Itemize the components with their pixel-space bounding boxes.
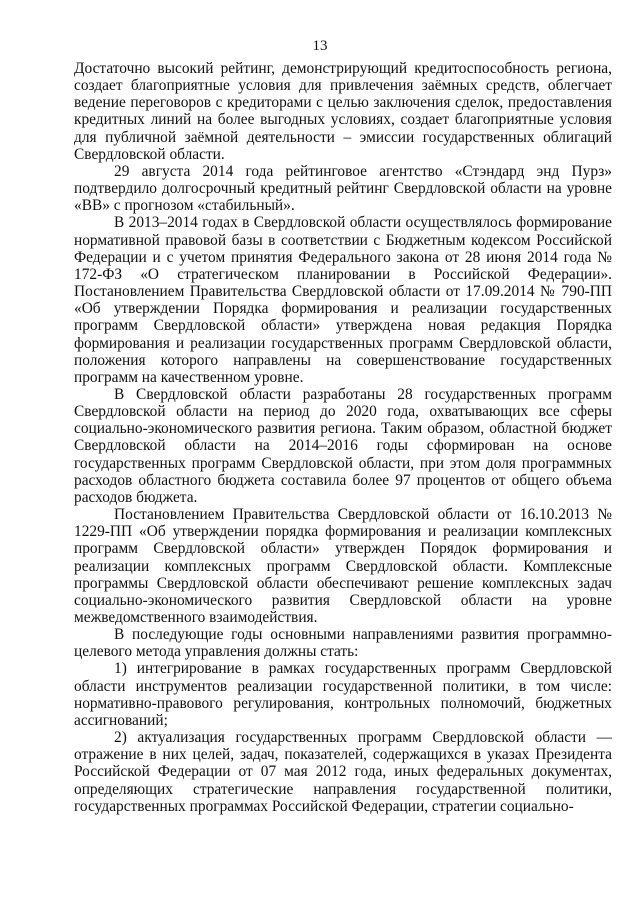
paragraph-state-programs: В Свердловской области разработаны 28 государственных программ Свердловской области на период до 2020 года, охватывающих все сферы социально-экономического развития региона. Таким образом, областной бюджет Свердловской области на 2014–2016 годы сформирован на основе государственных программ Свердловской области, при этом доля программных расходов областного бюджета составила более 97 процентов от общего объема расходов бюджета. <box>74 385 612 506</box>
paragraph-rating-agency: 29 августа 2014 года рейтинговое агентство «Стэндард энд Пурз» подтвердило долгосрочный кредитный рейтинг Свердловской области на уровне «ВВ» с прогнозом «стабильный». <box>74 162 612 215</box>
paragraph-legal-framework: В 2013–2014 годах в Свердловской области осуществлялось формирование нормативной правовой базы в соответствии с Бюджетным кодексом Российской Федерации и с учетом принятия Федерального закона от 28 июня 2014 года № 172-ФЗ «О стратегическом планировании в Российской Федерации». Постановлением Правительства Свердловской области от 17.09.2014 № 790-ПП «Об утверждении Порядка формирования и реализации государственных программ Свердловской области» утверждена новая редакция Порядка формирования и реализации государственных программ Свердловской области, положения которого направлены на совершенствование государственных программ на качественном уровне. <box>74 214 612 386</box>
list-item-actualization: 2) актуализация государственных программ Свердловской области — отражение в них целей, задач, показателей, содержащихся в указах Президента Российской Федерации от 07 мая 2012 года, иных федеральных документах, определяющих стратегические направления государственной политики, государственных программах Российской Федерации, стратегии социально- <box>74 729 612 815</box>
list-item-integration: 1) интегрирование в рамках государственных программ Свердловской области инструментов реализации государственной политики, в том числе: нормативно-правового регулирования, контрольных полномочий, бюджетных ассигнований; <box>74 660 612 729</box>
paragraph-future-directions: В последующие годы основными направлениями развития программно-целевого метода управления должны стать: <box>74 626 612 661</box>
paragraph-complex-programs: Постановлением Правительства Свердловской области от 16.10.2013 № 1229-ПП «Об утверждении порядка формирования и реализации комплексных программ Свердловской области» утвержден Порядок формирования и реализации комплексных программ Свердловской области. Комплексные программы Свердловской области обеспечивают решение комплексных задач социально-экономического развития Свердловской области на уровне межведомственного взаимодействия. <box>74 506 612 626</box>
document-body <box>74 60 612 815</box>
paragraph-rating-benefits: Достаточно высокий рейтинг, демонстрирующий кредитоспособность региона, создает благоприятные условия для привлечения заёмных средств, облегчает ведение переговоров с кредиторами с целью заключения сделок, предоставления кредитных линий на более выгодных условиях, создает благоприятные условия для публичной заёмной деятельности – эмиссии государственных облигаций Свердловской области. <box>74 60 612 163</box>
page-number: 13 <box>312 38 328 54</box>
